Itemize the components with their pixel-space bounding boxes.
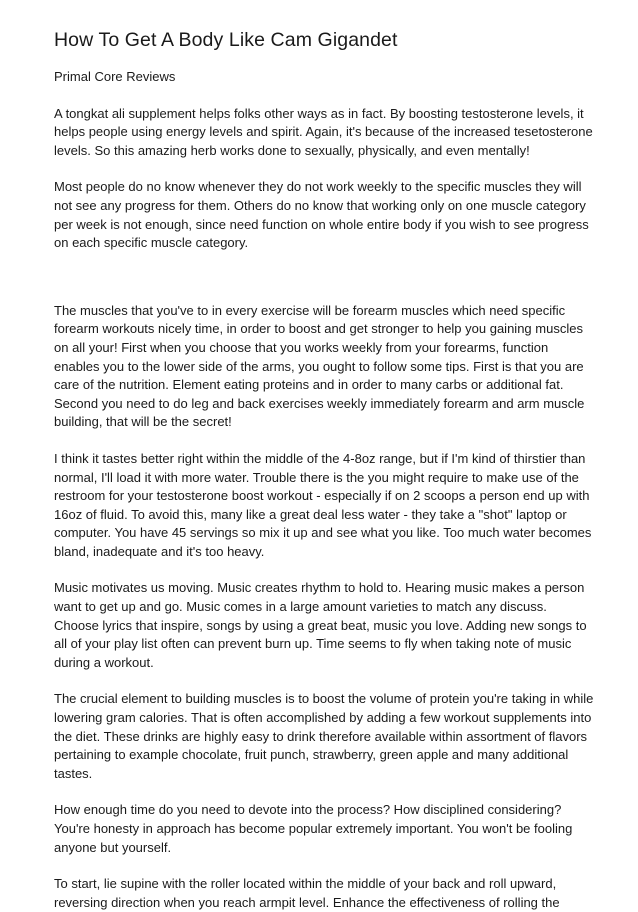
paragraph-protein: The crucial element to building muscles is to boost the volume of protein you're taking in while lowering gram calories. That is often accomplished by adding a few workout supplements into the diet. These drinks are highly easy to drink therefore available within assortment of flavors pertaining to example chocolate, fruit punch, strawberry, green apple and many additional tastes. [54, 691, 594, 781]
paragraph-forearm-muscles: The muscles that you've to in every exercise will be forearm muscles which need specific forearm workouts nicely time, in order to boost and get stronger to help you gaining muscles on all your! First when you choose that you works weekly from your forearms, function enables you to the lower side of the arms, you ought to follow some tips. First is that you are care of the nutrition. Element eating proteins and in order to many carbs or additional fat. Second you need to do leg and back exercises weekly immediately forearm and arm muscle building, that will be the secret! [54, 302, 585, 430]
paragraph-roller: To start, lie supine with the roller located within the middle of your back and roll upward, reversing direction when you reach armpit level. Enhance the effectiveness of rolling the [54, 876, 560, 910]
paragraph-tongkat-ali: A tongkat ali supplement helps folks other ways as in fact. By boosting testosterone levels, it helps people using energy levels and spirit. Again, it's because of the increased tesetosterone levels. So this amazing herb works done to sexually, physically, and even mentally! [54, 105, 593, 158]
document-title: How To Get A Body Like Cam Gigandet [54, 29, 398, 51]
paragraph-time-devote: How enough time do you need to devote into the process? How disciplined considering? You're honesty in approach has become popular extremely important. You won't be fooling anyone but yourself. [54, 802, 573, 855]
document-page [54, 26, 594, 912]
paragraph-specific-muscles: Most people do no know whenever they do not work weekly to the specific muscles they will not see any progress for them. Others do no know that working only on one muscle category per week is not enough, since need function on whole entire body if you wish to see progress on each specific muscle category. [54, 179, 589, 251]
document-subtitle: Primal Core Reviews [54, 69, 176, 84]
paragraph-water-range: I think it tastes better right within the middle of the 4-8oz range, but if I'm kind of thirstier than normal, I'll load it with more water. Trouble there is the you might require to make use of the restroom for your testosterone boost workout - especially if on 2 scoops a person end up with 16oz of fluid. To avoid this, many like a great deal less water - they take a "shot" laptop or computer. You have 45 servings so mix it up and see what you like. Too much water becomes bland, inadequate and it's too heavy. [54, 450, 592, 559]
paragraph-music: Music motivates us moving. Music creates rhythm to hold to. Hearing music makes a person want to get up and go. Music comes in a large amount varieties to match any discuss. Choose lyrics that inspire, songs by using a great beat, music you love. Adding new songs to all of your play list often can prevent burn up. Time seems to fly when taking note of music during a workout. [54, 580, 587, 670]
